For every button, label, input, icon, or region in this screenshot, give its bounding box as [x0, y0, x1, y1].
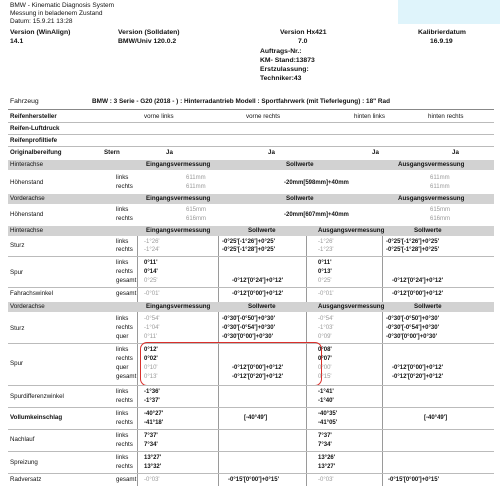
va2-spur-e-g: 0°13'	[144, 374, 158, 380]
va2-spur-a-g: 0°15'	[318, 374, 332, 380]
ha2-spur-a-g: 0°25'	[318, 278, 332, 284]
ha2-spur-a-r: 0°13'	[318, 269, 332, 275]
va2-spur-a-q: 0°00'	[318, 365, 332, 371]
erstzulassung: Erstzulassung:	[260, 66, 309, 73]
va2-spur-e-l: 0°12'	[144, 347, 158, 353]
techniker: Techniker:43	[260, 75, 302, 82]
ha-links: links	[116, 174, 129, 181]
va2-nach-e-r: 7°34'	[144, 442, 158, 448]
ha2-title: Hinterachse	[10, 227, 44, 234]
ha-hoehen: Höhenstand	[10, 179, 44, 186]
ha2-sturz-links: links	[116, 238, 129, 245]
va2-sd-links: links	[116, 388, 129, 395]
ha-col-eingang: Eingangsvermessung	[146, 161, 211, 168]
ha2-sturz-rechts: rechts	[116, 246, 133, 253]
measurement-state: Messung in beladenem Zustand	[10, 10, 103, 17]
va2-col-soll: Sollwerte	[248, 303, 276, 310]
highlight-box	[140, 342, 322, 386]
va2-rad-a: -0°03'	[318, 477, 334, 483]
ha2-sturz-s2-r: -0°25'[-1°28']+0°25'	[386, 247, 440, 253]
redacted-area	[398, 0, 500, 24]
version-value: 14.1	[10, 38, 24, 45]
vehicle-value: BMW : 3 Serie - G20 (2018 - ) : Hinterradantrieb Modell : Sportfahrwerk (mit Tieferlegung) : 18" Rad	[92, 98, 390, 105]
kal-label: Kalibrierdatum	[418, 29, 466, 36]
ha2-spur-s: -0°12'[0°24']+0°12'	[232, 278, 284, 284]
va2-nach-a-r: 7°34'	[318, 442, 332, 448]
tires-ja-vl: Ja	[166, 149, 173, 156]
va2-spur-quer: quer	[116, 364, 129, 371]
va-a-r: 616mm	[430, 216, 451, 222]
tires-ja-hl: Ja	[372, 149, 379, 156]
va2-sd-e-l: -1°36'	[144, 389, 160, 395]
va2-sturz-links: links	[116, 315, 129, 322]
tires-profil: Reifenprofiltiefe	[10, 137, 58, 144]
ha2-fw: Fahrachswinkel	[10, 290, 53, 297]
ha2-spur-gesamt: gesamt	[116, 277, 137, 284]
ha-col-ausgang: Ausgangsvermessung	[398, 161, 465, 168]
va-title: Vorderachse	[10, 195, 45, 202]
ha2-sturz-a-r: -1°23'	[318, 247, 334, 253]
ha2-col-soll: Sollwerte	[248, 227, 276, 234]
va2-spurdiff: Spurdifferenzwinkel	[10, 393, 64, 400]
va2-spur-s2-g: -0°12'[0°20']+0°12'	[392, 374, 444, 380]
va2-col-soll2: Sollwerte	[414, 303, 442, 310]
va2-nach-a-l: 7°37'	[318, 433, 332, 439]
va2-spreiz-a-l: 13°26'	[318, 455, 336, 461]
ha2-sturz-a-l: -1°26'	[318, 239, 334, 245]
ha2-spur-e-r: 0°14'	[144, 269, 158, 275]
va2-sturz-a-r: -1°03'	[318, 325, 334, 331]
va2-spreiz-e-l: 13°27'	[144, 455, 162, 461]
va-hoehen: Höhenstand	[10, 211, 44, 218]
va2-sd-a-l: -1°41'	[318, 389, 334, 395]
ha-a-l: 611mm	[430, 175, 450, 181]
va2-spreiz-links: links	[116, 454, 129, 461]
va2-sturz-a-q: 0°09'	[318, 334, 332, 340]
va2-voll-rechts: rechts	[116, 419, 133, 426]
tires-hr: hinten rechts	[428, 113, 464, 120]
tires-ja-hr: Ja	[452, 149, 459, 156]
tires-hl: hinten links	[354, 113, 385, 120]
va2-voll-a-r: -41°05'	[318, 420, 338, 426]
va2-rad-e: -0°03'	[144, 477, 160, 483]
va2-sturz-a-l: -0°54'	[318, 316, 334, 322]
ha2-sturz-s-r: -0°25'[-1°28']+0°25'	[222, 247, 276, 253]
measurement-date: Datum: 15.9.21 13:28	[10, 18, 73, 25]
va2-spreiz-rechts: rechts	[116, 463, 133, 470]
va2-spur-e-r: 0°02'	[144, 356, 158, 362]
va-e-r: 616mm	[186, 216, 207, 222]
va2-sturz-quer: quer	[116, 333, 129, 340]
auftrag-nr: Auftrags-Nr.:	[260, 48, 302, 55]
va2-sturz-s-r: -0°30'[-0°54']+0°30'	[222, 325, 276, 331]
va2-voll-a-l: -40°35'	[318, 411, 338, 417]
va-a-l: 615mm	[430, 207, 451, 213]
va2-voll-e-l: -40°27'	[144, 411, 164, 417]
va2-spur-links: links	[116, 346, 129, 353]
ha2-col-soll2: Sollwerte	[414, 227, 442, 234]
ha-col-soll: Sollwerte	[286, 161, 314, 168]
version-label: Version (WinAlign)	[10, 29, 71, 36]
ha2-sturz-e-r: -1°24'	[144, 247, 160, 253]
ha2-sturz-s2-l: -0°25'[-1°26']+0°25'	[386, 239, 440, 245]
va2-sturz-s2-l: -0°30'[-0°50']+0°30'	[386, 316, 440, 322]
va-e-l: 615mm	[186, 207, 207, 213]
km-stand: KM- Stand:13873	[260, 57, 315, 64]
va2-sturz-s2-q: -0°30'[0°00']+0°30'	[386, 334, 438, 340]
va2-col-eingang: Eingangsvermessung	[146, 303, 211, 310]
va-links: links	[116, 206, 129, 213]
va-soll: -20mm[607mm]+40mm	[284, 212, 349, 218]
va2-sturz-s2-r: -0°30'[-0°54']+0°30'	[386, 325, 440, 331]
vehicle-label: Fahrzeug	[10, 98, 39, 105]
ha2-sturz-e-l: -1°26'	[144, 239, 160, 245]
va2-nach-rechts: rechts	[116, 441, 133, 448]
va2-spur-e-q: 0°10'	[144, 365, 158, 371]
ha2-spur: Spur	[10, 269, 24, 276]
ha2-spur-s2: -0°12'[0°24']+0°12'	[392, 278, 444, 284]
va2-voll-e-r: -41°18'	[144, 420, 164, 426]
va2-sturz-e-r: -1°04'	[144, 325, 160, 331]
va2-spur-a-r: 0°07'	[318, 356, 332, 362]
va2-sturz-e-l: -0°54'	[144, 316, 160, 322]
tires-ja-vr: Ja	[268, 149, 275, 156]
ha2-fw-a: -0°01'	[318, 291, 334, 297]
ha2-spur-e-g: 0°25'	[144, 278, 158, 284]
sollversion-value: BMW/Univ 120.0.2	[118, 38, 177, 45]
va2-spur: Spur	[10, 360, 24, 367]
ha-e-l: 611mm	[186, 175, 206, 181]
va2-sd-e-r: -1°37'	[144, 398, 160, 404]
va2-rad-s2: -0°15'[0°00']+0°15'	[388, 477, 440, 483]
va2-col-ausgang: Ausgangsvermessung	[318, 303, 385, 310]
va2-nach: Nachlauf	[10, 436, 35, 443]
system-title: BMW - Kinematic Diagnosis System	[10, 2, 115, 9]
va2-spreiz-a-r: 13°27'	[318, 464, 336, 470]
va2-sturz-s-l: -0°30'[-0°50']+0°30'	[222, 316, 276, 322]
va2-spur-gesamt: gesamt	[116, 373, 137, 380]
va2-spur-rechts: rechts	[116, 355, 133, 362]
va2-sd-a-r: -1°40'	[318, 398, 334, 404]
kal-value: 16.9.19	[430, 38, 453, 45]
tires-stern: Stern	[104, 149, 120, 156]
va2-spreiz-e-r: 13°32'	[144, 464, 162, 470]
va2-voll-s: [-40°49']	[244, 415, 268, 421]
ha2-fw-e: -0°01'	[144, 291, 160, 297]
sollversion-label: Version (Solldaten)	[118, 29, 180, 36]
va2-sd-rechts: rechts	[116, 397, 133, 404]
va2-voll-s2: [-40°49']	[424, 415, 448, 421]
va2-sturz-s-q: -0°30'[0°00']+0°30'	[222, 334, 274, 340]
va2-nach-links: links	[116, 432, 129, 439]
ha2-spur-rechts: rechts	[116, 268, 133, 275]
va2-sturz: Sturz	[10, 325, 25, 332]
ha2-fw-s: -0°12'[0°00']+0°12'	[232, 291, 284, 297]
va2-sturz-rechts: rechts	[116, 324, 133, 331]
tires-orig: Originalbereifung	[10, 149, 62, 156]
va2-spur-s2-q: -0°12'[0°00']+0°12'	[392, 365, 444, 371]
ha2-col-eingang: Eingangsvermessung	[146, 227, 211, 234]
va-col-ausgang: Ausgangsvermessung	[398, 195, 465, 202]
va2-spur-s-g: -0°12'[0°20']+0°12'	[232, 374, 284, 380]
hx-label: Version Hx421	[280, 29, 327, 36]
va2-rad-gesamt: gesamt	[116, 476, 137, 483]
hx-value: 7.0	[298, 38, 308, 45]
tires-hersteller: Reifenhersteller	[10, 113, 57, 120]
va2-rad: Radversatz	[10, 476, 42, 483]
ha2-fw-gesamt: gesamt	[116, 290, 137, 297]
va2-spreiz: Spreizung	[10, 459, 38, 466]
va2-voll-links: links	[116, 410, 129, 417]
va2-rad-s: -0°15'[0°00']+0°15'	[228, 477, 280, 483]
va-col-soll: Sollwerte	[286, 195, 314, 202]
ha2-fw-s2: -0°12'[0°00']+0°12'	[392, 291, 444, 297]
ha-a-r: 611mm	[430, 184, 450, 190]
va-rechts: rechts	[116, 215, 133, 222]
ha2-spur-e-l: 0°11'	[144, 260, 158, 266]
ha-rechts: rechts	[116, 183, 133, 190]
va2-nach-e-l: 7°37'	[144, 433, 158, 439]
ha2-spur-links: links	[116, 259, 129, 266]
ha-soll: -20mm[598mm]+40mm	[284, 180, 349, 186]
tires-vr: vorne rechts	[246, 113, 281, 120]
tires-luftdruck: Reifen-Luftdruck	[10, 125, 60, 132]
ha-e-r: 611mm	[186, 184, 206, 190]
va2-sturz-e-q: 0°11'	[144, 334, 158, 340]
tires-vl: vorne links	[144, 113, 174, 120]
ha-title: Hinterachse	[10, 161, 44, 168]
va-col-eingang: Eingangsvermessung	[146, 195, 211, 202]
ha2-spur-a-l: 0°11'	[318, 260, 332, 266]
ha2-sturz: Sturz	[10, 242, 25, 249]
va2-title: Vorderachse	[10, 303, 45, 310]
ha2-col-ausgang: Ausgangsvermessung	[318, 227, 385, 234]
va2-voll: Vollumkeinschlag	[10, 414, 63, 421]
va2-spur-s-q: -0°12'[0°00']+0°12'	[232, 365, 284, 371]
ha2-sturz-s-l: -0°25'[-1°26']+0°25'	[222, 239, 276, 245]
va2-spur-a-l: 0°08'	[318, 347, 332, 353]
